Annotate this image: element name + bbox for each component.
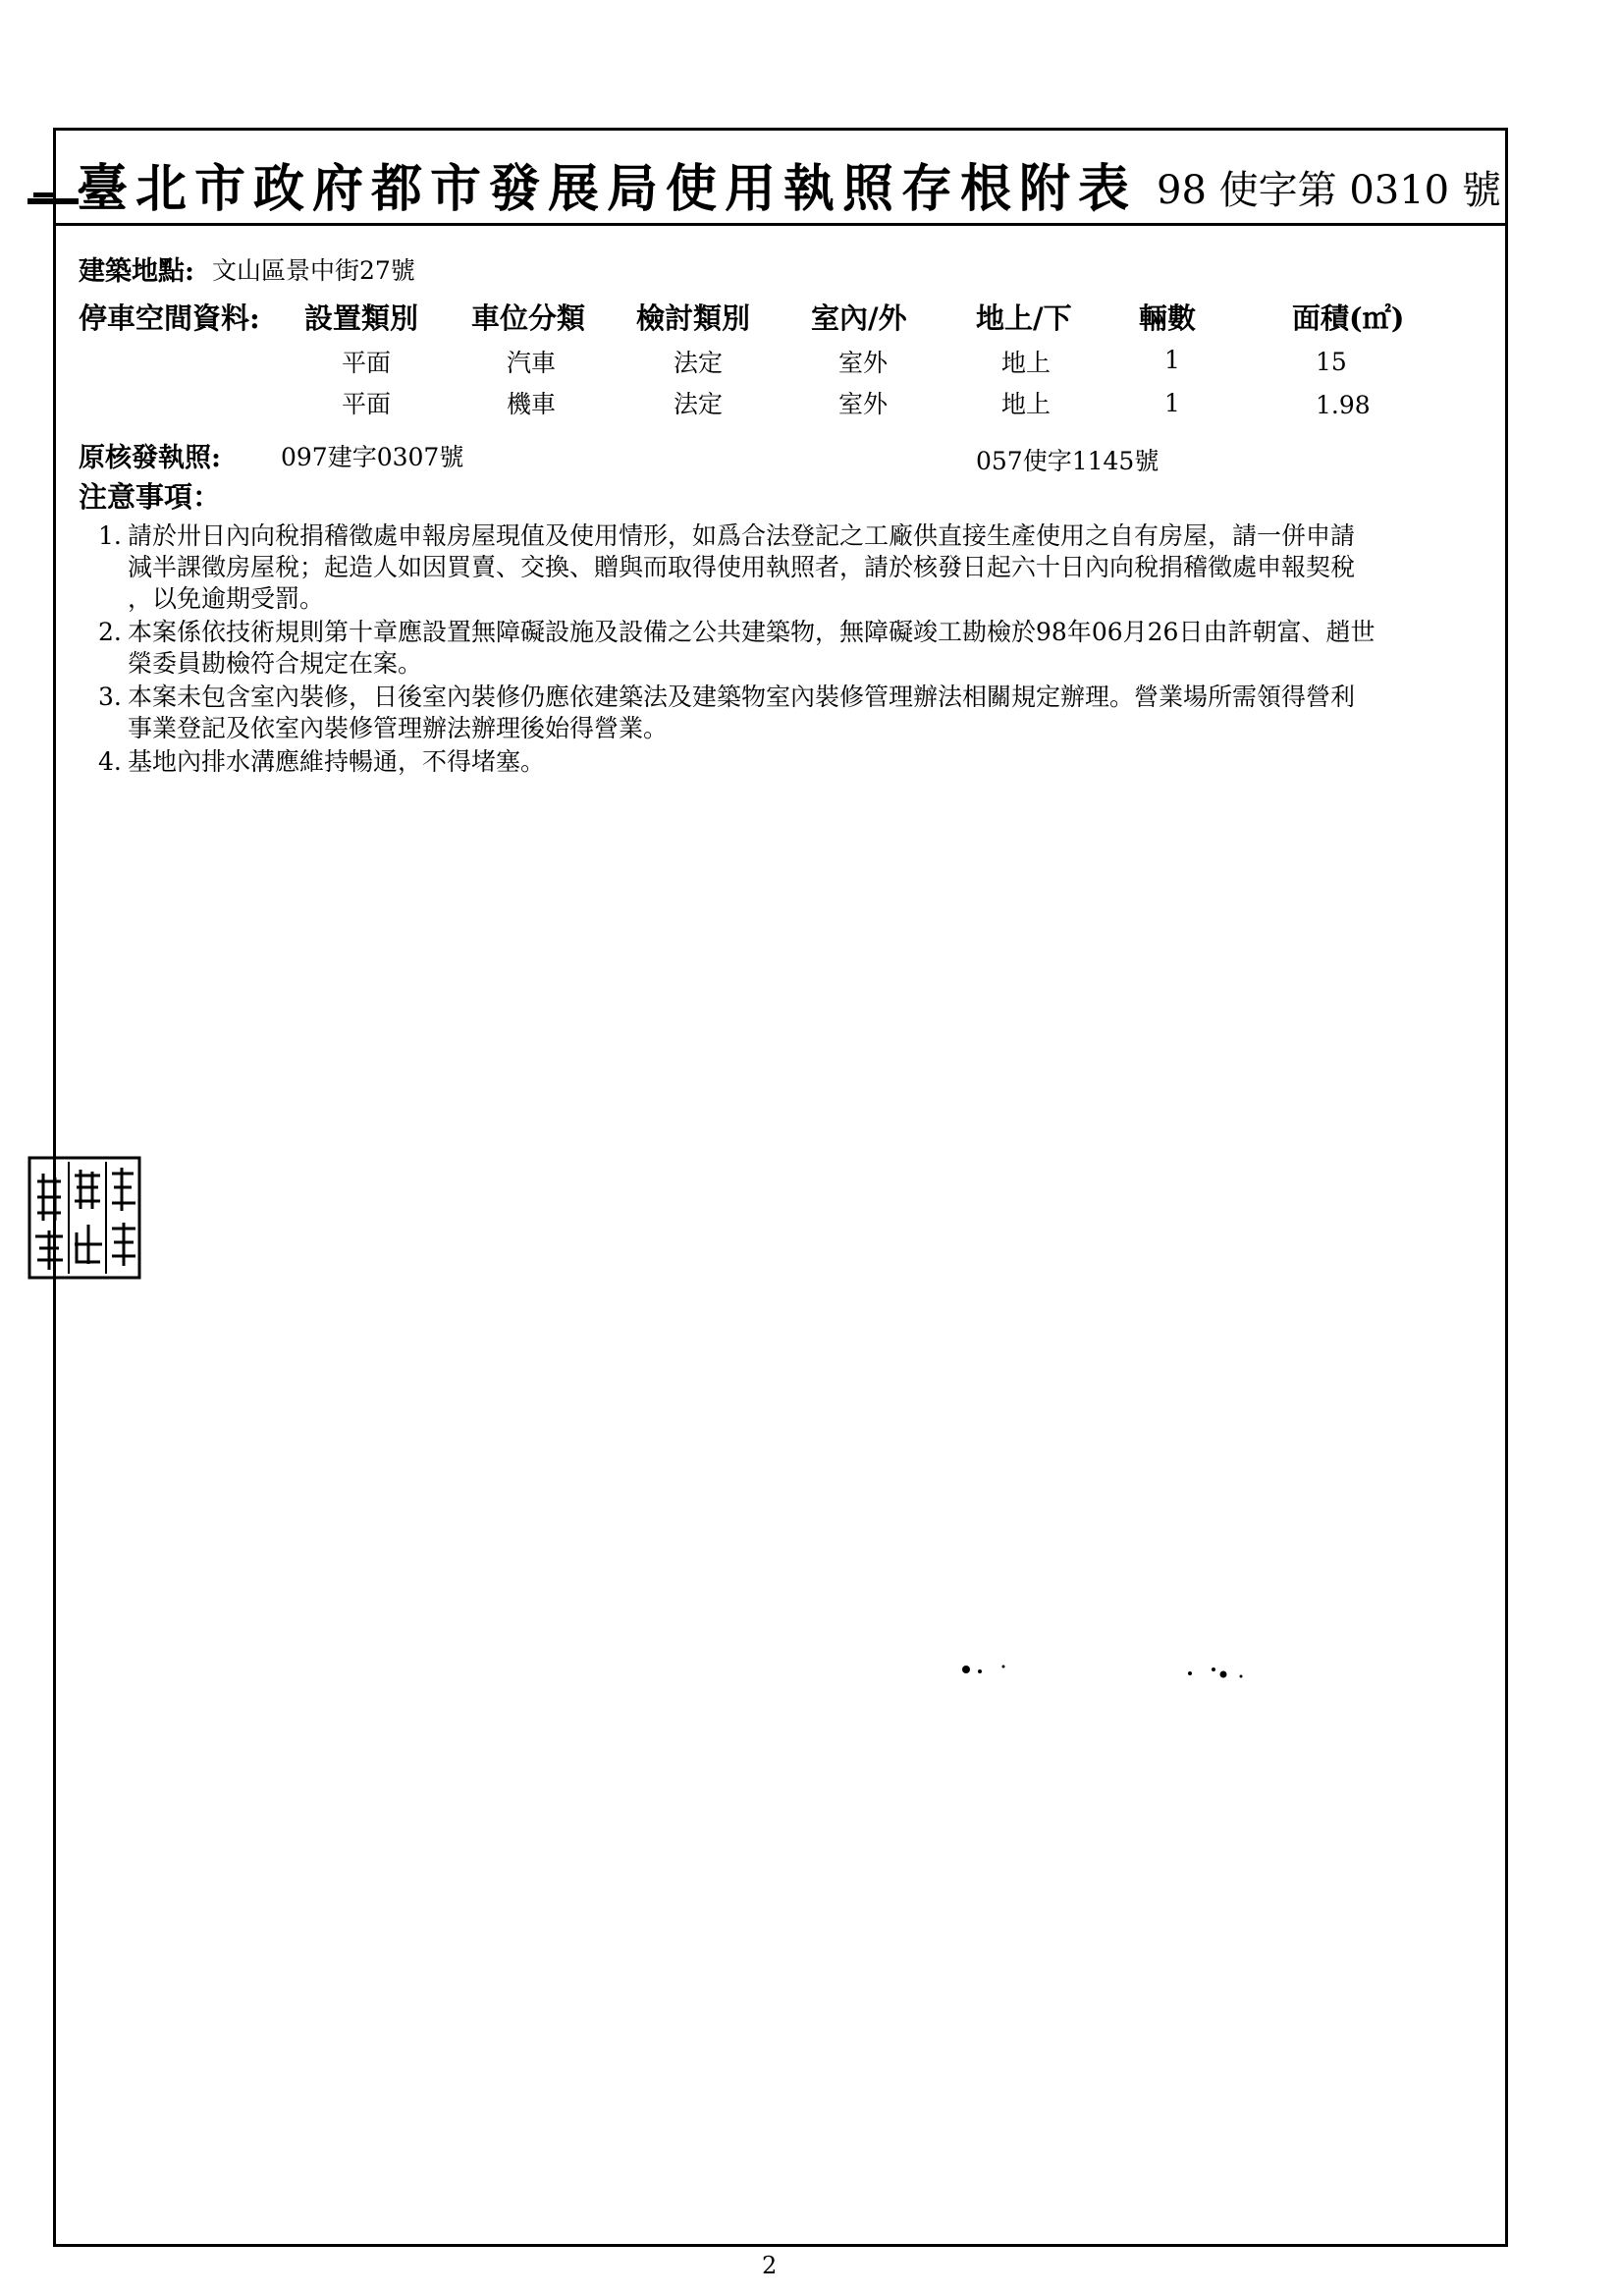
note-line: ，以免逾期受罰。 (128, 584, 325, 613)
cell-above-below: 地上 (1001, 390, 1052, 418)
cell-count: 1 (1164, 346, 1180, 374)
note-number: 3. (98, 683, 122, 711)
note-line: 本案未包含室內裝修，日後室內裝修仍應依建築法及建築物室內裝修管理辦法相關規定辦理。營業場所需領得營利 (128, 683, 1356, 711)
original-permit-label: 原核發執照: (79, 443, 221, 473)
list-item (98, 520, 1512, 615)
col-review-type: 檢討類別 (636, 301, 751, 335)
note-line: 事業登記及依室內裝修管理辦法辦理後始得營業。 (128, 714, 669, 742)
building-permit-number: 097建字0307號 (281, 443, 464, 471)
note-number: 1. (98, 521, 122, 550)
address-label: 建築地點: (79, 256, 194, 287)
col-setting-type: 設置類別 (304, 301, 419, 335)
cell-review-type: 法定 (674, 349, 724, 377)
cell-setting-type: 平面 (342, 390, 392, 418)
col-indoor-outdoor: 室內/外 (811, 301, 907, 335)
use-permit-number: 057使字1145號 (976, 447, 1160, 475)
note-line: 本案係依技術規則第十章應設置無障礙設施及設備之公共建築物，無障礙竣工勘檢於98年06月26日由許朝富、趙世 (128, 618, 1375, 646)
address-value: 文山區景中街27號 (212, 256, 415, 285)
note-line: 榮委員勘檢符合規定在案。 (128, 649, 423, 678)
page-title: 臺北市政府都市發展局使用執照存根附表 (77, 159, 1138, 219)
notes-heading: 注意事項： (79, 480, 222, 514)
note-line: 減半課徵房屋稅；起造人如因買賣、交換、贈與而取得使用執照者，請於核發日起六十日內向稅捐稽徵處申報契稅 (128, 553, 1356, 581)
cell-area: 15 (1316, 348, 1347, 376)
seal-stamp-icon (24, 1154, 145, 1282)
note-number: 4. (98, 747, 122, 776)
list-item (98, 617, 1512, 680)
cell-review-type: 法定 (674, 390, 724, 418)
col-count: 輛數 (1139, 301, 1197, 335)
list-item (98, 746, 1512, 778)
cell-indoor-outdoor: 室外 (838, 349, 889, 377)
cell-setting-type: 平面 (342, 349, 392, 377)
corner-mark-icon (27, 192, 79, 210)
page-number: 2 (762, 2252, 778, 2279)
col-above-below: 地上/下 (976, 301, 1072, 335)
parking-label: 停車空間資料: (79, 301, 260, 335)
note-number: 2. (98, 618, 122, 646)
col-area: 面積(㎡) (1292, 301, 1405, 335)
notes-list (98, 520, 1512, 780)
col-space-type: 車位分類 (471, 301, 586, 335)
cell-indoor-outdoor: 室外 (838, 390, 889, 418)
note-line: 基地內排水溝應維持暢通，不得堵塞。 (128, 747, 546, 776)
list-item (98, 682, 1512, 744)
cell-above-below: 地上 (1001, 349, 1052, 377)
cell-space-type: 機車 (507, 390, 557, 418)
cell-space-type: 汽車 (507, 349, 557, 377)
cell-area: 1.98 (1316, 391, 1371, 419)
permit-number: 98 使字第 0310 號 (1157, 168, 1501, 213)
cell-count: 1 (1164, 389, 1180, 417)
note-line: 請於卅日內向稅捐稽徵處申報房屋現值及使用情形，如爲合法登記之工廠供直接生產使用之自有房屋，請一併申請 (128, 521, 1356, 550)
page-border (53, 128, 1508, 2247)
